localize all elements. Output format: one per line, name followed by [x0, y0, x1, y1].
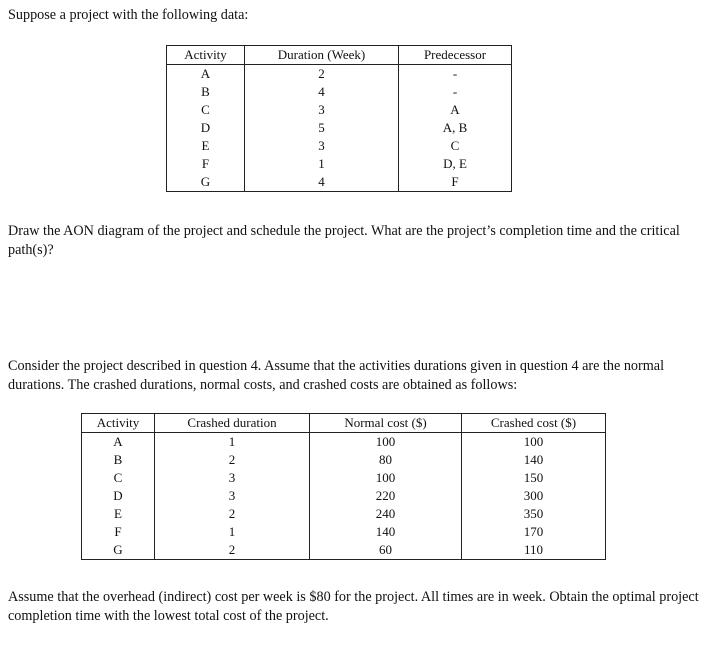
table-cell: D, E — [399, 155, 512, 173]
table-cell: B — [167, 83, 245, 101]
table-cell: B — [82, 451, 155, 469]
table-cell: E — [167, 137, 245, 155]
table-cell: 5 — [245, 119, 399, 137]
table-cell: 1 — [155, 523, 310, 541]
table-header-row — [82, 414, 606, 433]
table-cell: E — [82, 505, 155, 523]
table-row — [82, 541, 606, 560]
table-cell: A — [167, 65, 245, 84]
table-cell: 1 — [245, 155, 399, 173]
table-cell: D — [167, 119, 245, 137]
table-cell: 60 — [310, 541, 462, 560]
table-cell: A — [82, 433, 155, 452]
table-row — [82, 433, 606, 452]
table-cell: G — [82, 541, 155, 560]
table-row — [167, 137, 512, 155]
table-cell: 350 — [462, 505, 606, 523]
table-cell: F — [167, 155, 245, 173]
table-row — [82, 487, 606, 505]
activity-duration-table — [166, 45, 512, 192]
table-cell: A, B — [399, 119, 512, 137]
table-cell: 3 — [155, 487, 310, 505]
table-cell: - — [399, 65, 512, 84]
table-cell: G — [167, 173, 245, 192]
table-row — [167, 65, 512, 84]
intro-text: Suppose a project with the following data: — [8, 7, 249, 23]
column-header-crashed-cost: Crashed cost ($) — [462, 414, 606, 433]
table-cell: F — [82, 523, 155, 541]
table-cell: C — [82, 469, 155, 487]
table-cell: - — [399, 83, 512, 101]
table-row — [82, 451, 606, 469]
table-cell: 4 — [245, 173, 399, 192]
table-cell: 2 — [155, 541, 310, 560]
table-cell: C — [167, 101, 245, 119]
column-header-activity: Activity — [82, 414, 155, 433]
question-aon-text: Draw the AON diagram of the project and schedule the project. What are the project’s completion time and the critical path(s)? — [8, 223, 680, 258]
table-row — [167, 119, 512, 137]
table-row — [167, 83, 512, 101]
table-cell: 1 — [155, 433, 310, 452]
table-cell: A — [399, 101, 512, 119]
column-header-predecessor: Predecessor — [399, 46, 512, 65]
table-cell: 110 — [462, 541, 606, 560]
column-header-normal-cost: Normal cost ($) — [310, 414, 462, 433]
table-cell: D — [82, 487, 155, 505]
table-cell: F — [399, 173, 512, 192]
table-cell: 2 — [245, 65, 399, 84]
table-cell: 2 — [155, 451, 310, 469]
table-cell: 150 — [462, 469, 606, 487]
table-row — [167, 173, 512, 192]
table-cell: 240 — [310, 505, 462, 523]
table-cell: 140 — [310, 523, 462, 541]
table-cell: 170 — [462, 523, 606, 541]
column-header-duration: Duration (Week) — [245, 46, 399, 65]
table-cell: 4 — [245, 83, 399, 101]
table-row — [167, 155, 512, 173]
column-header-crashed-duration: Crashed duration — [155, 414, 310, 433]
table-cell: 3 — [245, 101, 399, 119]
table-row — [82, 505, 606, 523]
table-cell: 220 — [310, 487, 462, 505]
table-cell: 2 — [155, 505, 310, 523]
table-cell: 80 — [310, 451, 462, 469]
table-row — [82, 469, 606, 487]
question-optimal-text: Assume that the overhead (indirect) cost per week is $80 for the project. All times are in week. Obtain the optimal project completion time with the lowest total cost of the project. — [8, 589, 699, 624]
table-header-row — [167, 46, 512, 65]
table-cell: 300 — [462, 487, 606, 505]
table-cell: 3 — [155, 469, 310, 487]
table-cell: C — [399, 137, 512, 155]
table-row — [167, 101, 512, 119]
table-cell: 3 — [245, 137, 399, 155]
column-header-activity: Activity — [167, 46, 245, 65]
table-cell: 140 — [462, 451, 606, 469]
crash-cost-table — [81, 413, 606, 560]
table-cell: 100 — [310, 433, 462, 452]
table-row — [82, 523, 606, 541]
table-cell: 100 — [310, 469, 462, 487]
table-cell: 100 — [462, 433, 606, 452]
question-crash-intro-text: Consider the project described in question 4. Assume that the activities durations given in question 4 are the normal durations. The crashed durations, normal costs, and crashed costs are obtained as follows: — [8, 358, 665, 393]
